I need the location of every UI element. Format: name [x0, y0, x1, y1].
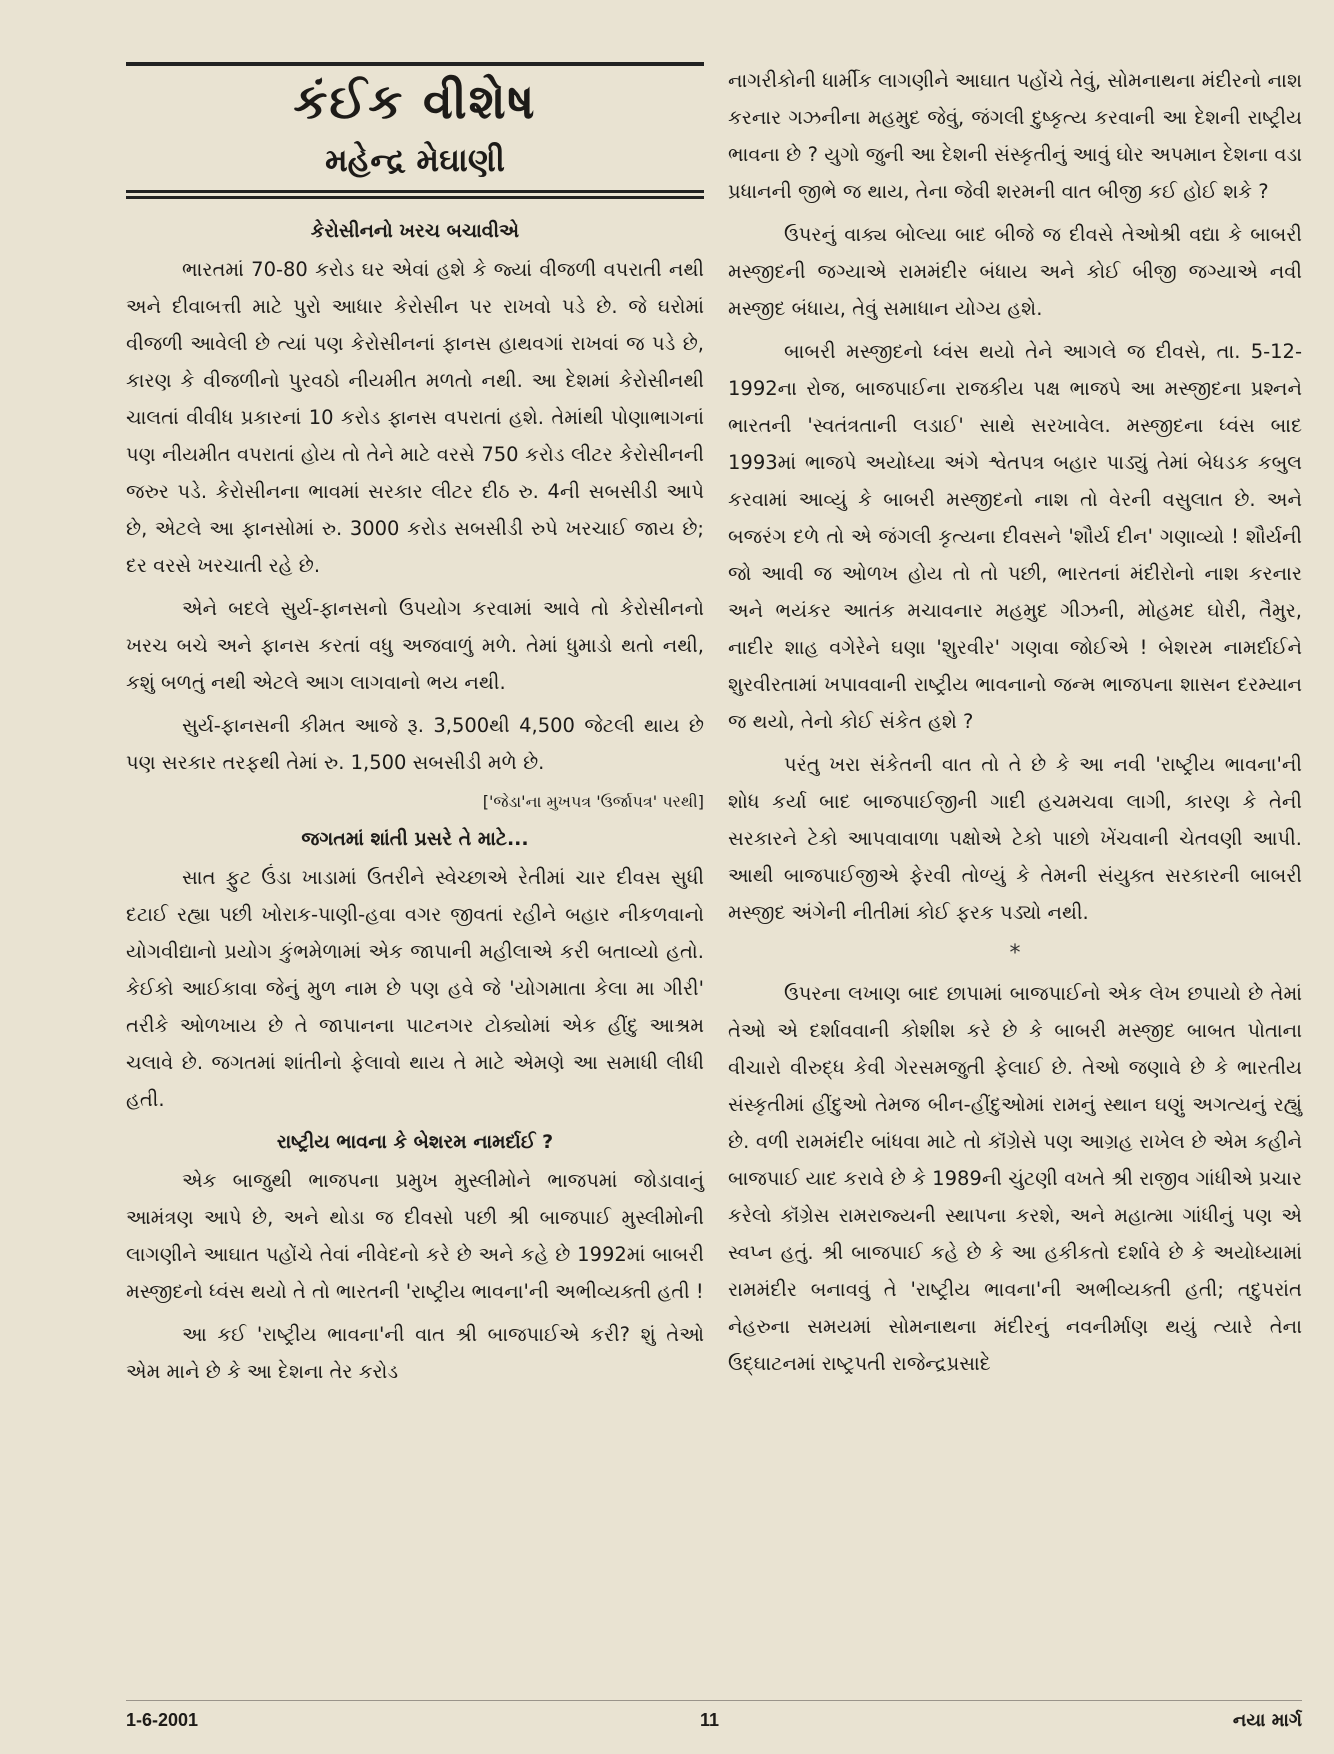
section-heading-peace: જગતમાં શાંતી પ્રસરે તે માટે...	[301, 828, 529, 850]
paragraph: આ કઈ 'રાષ્ટ્રીય ભાવના'ની વાત શ્રી બાજપાઈએ કરી? શું તેઓ એમ માને છે કે આ દેશના તેર કરોડ	[126, 1323, 704, 1383]
paragraph: ભારતમાં 70-80 કરોડ ઘર એવાં હશે કે જ્યાં વીજળી વપરાતી નથી અને દીવાબત્તી માટે પુરો આધાર કેરોસીન પર રાખવો પડે છે. જે ઘરોમાં વીજળી આવેલી છે ત્યાં પણ કેરોસીનનાં ફાનસ હાથવગાં રાખવાં જ પડે છે, કારણ કે વીજળીનો પુરવઠો નીયમીત મળતો નથી. આ દેશમાં કેરોસીનથી ચાલતાં વીવીધ પ્રકારનાં 10 કરોડ ફાનસ વપરાતાં હશે. તેમાંથી પોણાભાગનાં પણ નીયમીત વપરાતાં હોય તો તેને માટે વરસે 750 કરોડ લીટર કેરોસીનની જરુર પડે. કેરોસીનના ભાવમાં સરકાર લીટર દીઠ રુ. 4ની સબસીડી આપે છે, એટલે આ ફાનસોમાં રુ. 3000 કરોડ સબસીડી રુપે ખરચાઈ જાય છે; દર વરસે ખરચાતી રહે છે.	[126, 258, 704, 577]
source-note: ['જેડા'ના મુખપત્ર 'ઉર્જાપત્ર' પરથી]	[482, 792, 704, 811]
author-name: મહેન્દ્ર મેઘાણી	[325, 141, 505, 179]
issue-date: 1-6-2001	[126, 1710, 199, 1730]
publication-name: નયા માર્ગ	[1232, 1710, 1302, 1731]
paragraph: ઉપરના લખાણ બાદ છાપામાં બાજપાઈનો એક લેખ છપાયો છે તેમાં તેઓ એ દર્શાવવાની કોશીશ કરે છે કે બાબરી મસ્જીદ બાબત પોતાના વીચારો વીરુદ્ધ કેવી ગેરસમજુતી ફેલાઈ છે. તેઓ જણાવે છે કે ભારતીય સંસ્કૃતીમાં હીંદુઓ તેમજ બીન-હીંદુઓમાં રામનું સ્થાન ઘણું અગત્યનું રહ્યું છે. વળી રામમંદીર બાંધવા માટે તો કૉંગ્રેસે પણ આગ્રહ રાખેલ છે એમ કહીને બાજપાઈ યાદ કરાવે છે કે 1989ની ચુંટણી વખતે શ્રી રાજીવ ગાંધીએ પ્રચાર કરેલો કૉંગ્રેસ રામરાજ્યની સ્થાપના કરશે, અને મહાત્મા ગાંધીનું પણ એ સ્વપ્ન હતું. શ્રી બાજપાઈ કહે છે કે આ હકીકતો દર્શાવે છે કે અયોધ્યામાં રામમંદીર બનાવવું તે 'રાષ્ટ્રીય ભાવના'ની અભીવ્યક્તી હતી; તદુપરાંત નેહરુના સમયમાં સોમનાથના મંદીરનું નવનીર્માણ થયું ત્યારે તેના ઉદ્ઘાટનમાં રાષ્ટ્રપતી રાજેન્દ્રપ્રસાદે	[728, 982, 1302, 1375]
page-number: 11	[700, 1710, 720, 1730]
paragraph: સુર્ય-ફાનસની કીમત આજે રૂ. 3,500થી 4,500 જેટલી થાય છે પણ સરકાર તરફથી તેમાં રુ. 1,500 સબસીડી મળે છે.	[126, 714, 704, 774]
section-separator: *	[1009, 941, 1021, 966]
paragraph: સાત ફુટ ઉંડા ખાડામાં ઉતરીને સ્વેચ્છાએ રેતીમાં ચાર દીવસ સુધી દટાઈ રહ્યા પછી ખોરાક-પાણી-હવા વગર જીવતાં રહીને બહાર નીકળવાનો યોગવીદ્યાનો પ્રયોગ કુંભમેળામાં એક જાપાની મહીલાએ કરી બતાવ્યો હતો. કેઈકો આઈકાવા જેનું મુળ નામ છે પણ હવે જે 'યોગમાતા કેલા મા ગીરી' તરીકે ઓળખાય છે તે જાપાનના પાટનગર ટોક્યોમાં એક હીંદુ આશ્રમ ચલાવે છે. જગતમાં શાંતીનો ફેલાવો થાય તે માટે એમણે આ સમાધી લીધી હતી.	[126, 866, 704, 1111]
right-column	[728, 62, 1302, 1388]
paragraph: પરંતુ ખરા સંકેતની વાત તો તે છે કે આ નવી 'રાષ્ટ્રીય ભાવના'ની શોધ કર્યા બાદ બાજપાઈજીની ગાદી હચમચવા લાગી, કારણ કે તેની સરકારને ટેકો આપવાવાળા પક્ષોએ ટેકો પાછો ખેંચવાની ચેતવણી આપી. આથી બાજપાઈજીએ ફેરવી તોળ્યું કે તેમની સંયુક્ત સરકારની બાબરી મસ્જીદ અંગેની નીતીમાં કોઈ ફરક પડ્યો નથી.	[728, 753, 1302, 924]
section-heading-national-feeling: રાષ્ટ્રીય ભાવના કે બેશરમ નામર્દાઈ ?	[276, 1131, 554, 1153]
paragraph: એક બાજુથી ભાજપના પ્રમુખ મુસ્લીમોને ભાજપમાં જોડાવાનું આમંત્રણ આપે છે, અને થોડા જ દીવસો પછી શ્રી બાજપાઈ મુસ્લીમોની લાગણીને આઘાત પહોંચે તેવાં નીવેદનો કરે છે અને કહે છે 1992માં બાબરી મસ્જીદનો ધ્વંસ થયો તે તો ભારતની 'રાષ્ટ્રીય ભાવના'ની અભીવ્યક્તી હતી !	[126, 1169, 704, 1303]
column-title: કંઈક વીશેષ	[293, 74, 537, 130]
paragraph: એને બદલે સુર્ય-ફાનસનો ઉપયોગ કરવામાં આવે તો કેરોસીનનો ખરચ બચે અને ફાનસ કરતાં વધુ અજવાળું મળે. તેમાં ધુમાડો થતો નથી, કશું બળતું નથી એટલે આગ લાગવાનો ભય નથી.	[126, 597, 704, 694]
paragraph: નાગરીકોની ધાર્મીક લાગણીને આઘાત પહોંચે તેવું, સોમનાથના મંદીરનો નાશ કરનાર ગઝનીના મહમુદ જેવું, જંગલી દુષ્કૃત્ય કરવાની આ દેશની રાષ્ટ્રીય ભાવના છે ? યુગો જુની આ દેશની સંસ્કૃતીનું આવું ઘોર અપમાન દેશના વડા પ્રધાનની જીભે જ થાય, તેના જેવી શરમની વાત બીજી કઈ હોઈ શકે ?	[728, 69, 1302, 203]
footer-rule	[126, 1700, 1302, 1701]
paragraph: બાબરી મસ્જીદનો ધ્વંસ થયો તેને આગલે જ દીવસે, તા. 5-12-1992ના રોજ, બાજપાઈના રાજકીય પક્ષ ભાજપે આ મસ્જીદના પ્રશ્નને ભારતની 'સ્વતંત્રતાની લડાઈ' સાથે સરખાવેલ. મસ્જીદના ધ્વંસ બાદ 1993માં ભાજપે અયોધ્યા અંગે શ્વેતપત્ર બહાર પાડ્યું તેમાં બેધડક કબુલ કરવામાં આવ્યું કે બાબરી મસ્જીદનો નાશ તો વેરની વસુલાત છે. અને બજરંગ દળે તો એ જંગલી કૃત્યના દીવસને 'શૌર્ય દીન' ગણાવ્યો ! શૌર્યની જો આવી જ ઓળખ હોય તો તો પછી, ભારતનાં મંદીરોનો નાશ કરનાર અને ભયંકર આતંક મચાવનાર મહમુદ ગીઝની, મોહમદ ઘોરી, તૈમુર, નાદીર શાહ વગેરેને ઘણા 'શુરવીર' ગણવા જોઈએ ! બેશરમ નામર્દાઈને શુરવીરતામાં ખપાવવાની રાષ્ટ્રીય ભાવનાનો જન્મ ભાજપના શાસન દરમ્યાન જ થયો, તેનો કોઈ સંકેત હશે ?	[728, 340, 1302, 733]
left-column	[126, 62, 704, 1396]
section-heading-kerosene: કેરોસીનનો ખરચ બચાવીએ	[310, 220, 520, 242]
title-double-rule	[126, 190, 704, 199]
top-rule	[126, 62, 704, 66]
page-footer	[126, 1710, 1302, 1740]
paragraph: ઉપરનું વાક્ય બોલ્યા બાદ બીજે જ દીવસે તેઓશ્રી વદ્યા કે બાબરી મસ્જીદની જગ્યાએ રામમંદીર બંધાય અને કોઈ બીજી જગ્યાએ નવી મસ્જીદ બંધાય, તેવું સમાધાન યોગ્ય હશે.	[728, 223, 1302, 320]
